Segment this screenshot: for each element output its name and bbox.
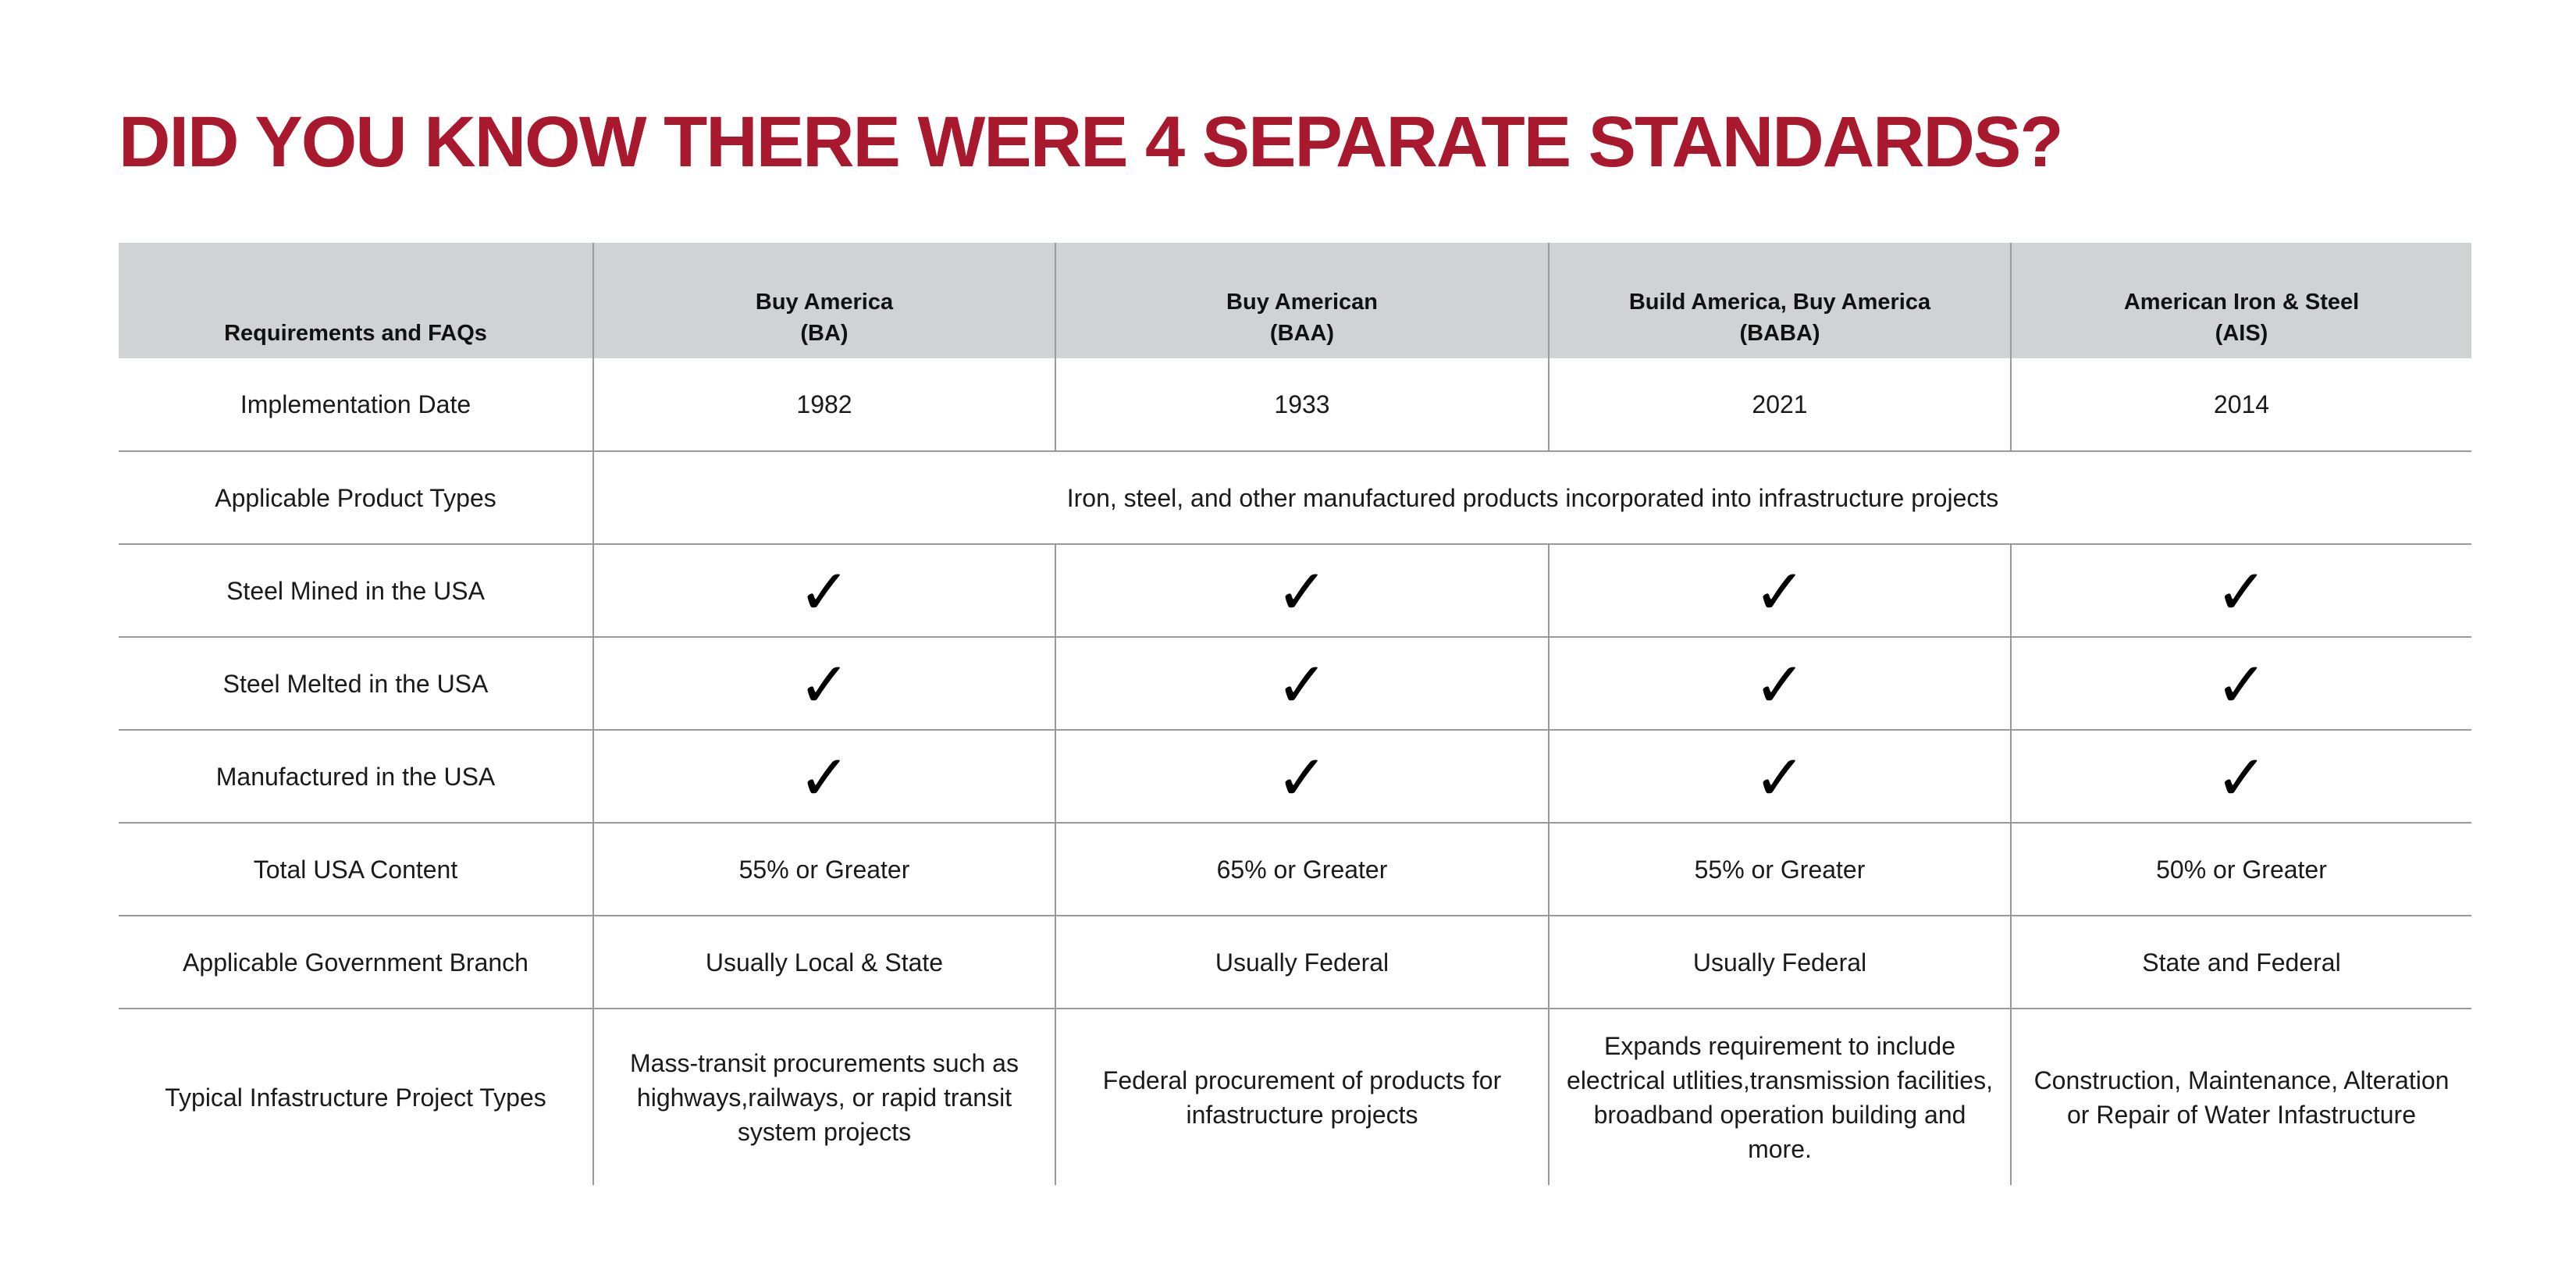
row-steel-melted [119,637,2471,730]
table-cell: 2021 [1549,358,2011,451]
column-name: American Iron & Steel [2123,290,2360,315]
table-cell [1055,730,1549,823]
checkmark-icon: ✓ [1276,648,1329,721]
column-name: Build America, Buy America [1628,290,1931,315]
table-cell [1055,544,1549,637]
table-cell: 55% or Greater [1549,823,2011,916]
checkmark-icon: ✓ [1276,741,1329,814]
header-build-america-buy-america [1549,243,2011,358]
row-manufactured [119,730,2471,823]
table-cell [593,544,1055,637]
table-cell [1055,637,1549,730]
row-steel-mined [119,544,2471,637]
checkmark-icon: ✓ [798,648,851,721]
row-applicable-product-types [119,451,2471,544]
table-cell: Usually Federal [1549,916,2011,1009]
row-label: Steel Melted in the USA [119,637,593,730]
row-label: Manufactured in the USA [119,730,593,823]
table-cell: State and Federal [2011,916,2471,1009]
checkmark-icon: ✓ [798,555,851,628]
row-label: Typical Infastructure Project Types [165,1083,546,1112]
header-requirements-and-faqs [119,243,593,358]
table-cell: Construction, Maintenance, Alteration or Repair of Water Infastructure [2011,1009,2471,1185]
checkmark-icon: ✓ [2215,648,2268,721]
table-cell: 50% or Greater [2011,823,2471,916]
column-abbreviation: (BA) [800,321,849,346]
row-applicable-government-branch [119,916,2471,1009]
table-cell: 55% or Greater [593,823,1055,916]
table-header-row [119,243,2471,358]
column-abbreviation: (AIS) [2215,321,2268,346]
table-cell [1549,544,2011,637]
checkmark-icon: ✓ [1276,555,1329,628]
header-american-iron-and-steel [2011,243,2471,358]
row-label: Steel Mined in the USA [119,544,593,637]
checkmark-icon: ✓ [1753,555,1806,628]
checkmark-icon: ✓ [2215,555,2268,628]
table-cell [2011,730,2471,823]
table-cell [593,730,1055,823]
table-cell: Usually Federal [1055,916,1549,1009]
checkmark-icon: ✓ [798,741,851,814]
row-label: Applicable Product Types [119,451,593,544]
row-label: Implementation Date [119,358,593,451]
row-label: Total USA Content [119,823,593,916]
table-cell: Mass-transit procurements such as highways,railways, or rapid transit system projects [593,1009,1055,1185]
checkmark-icon: ✓ [2215,741,2268,814]
table-cell [1549,637,2011,730]
table-cell: Usually Local & State [593,916,1055,1009]
table-cell: 65% or Greater [1055,823,1549,916]
header-label: Requirements and FAQs [224,321,487,346]
table-cell [1549,730,2011,823]
row-typical-project-types [119,1009,2471,1185]
table-cell: 1933 [1055,358,1549,451]
row-label: Applicable Government Branch [119,916,593,1009]
table-cell: Expands requirement to include electrical utlities,transmission facilities, broadband operation building and more. [1549,1009,2011,1185]
column-abbreviation: (BAA) [1269,321,1335,346]
table-cell: Federal procurement of products for infastructure projects [1055,1009,1549,1185]
table-cell [2011,637,2471,730]
table-cell: 2014 [2011,358,2471,451]
checkmark-icon: ✓ [1753,648,1806,721]
standards-comparison-table [119,243,2471,1185]
header-buy-american [1055,243,1549,358]
header-buy-america [593,243,1055,358]
column-abbreviation: (BABA) [1739,321,1820,346]
table-cell [593,637,1055,730]
merged-cell: Iron, steel, and other manufactured products incorporated into infrastructure projects [593,451,2471,544]
table-cell: 1982 [593,358,1055,451]
row-total-usa-content [119,823,2471,916]
column-name: Buy American [1226,290,1378,315]
row-implementation-date [119,358,2471,451]
checkmark-icon: ✓ [1753,741,1806,814]
column-name: Buy America [755,290,894,315]
table-cell [2011,544,2471,637]
page-title: DID YOU KNOW THERE WERE 4 SEPARATE STANDARDS? [119,102,2062,182]
